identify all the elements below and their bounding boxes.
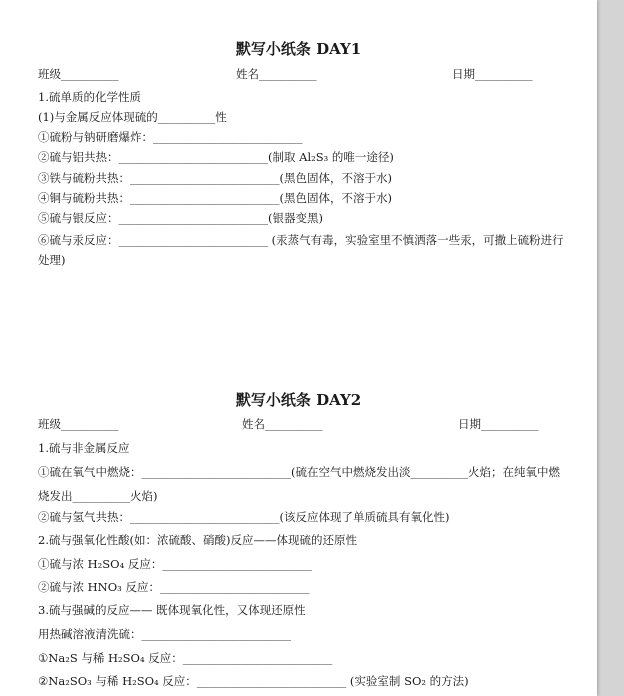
day2-line: ①Na₂S 与稀 H₂SO₄ 反应：__________________________ [38, 651, 333, 665]
day2-line: ②硫与浓 HNO₃ 反应：__________________________ [38, 580, 310, 594]
day2-title: 默写小纸条 DAY2 [235, 391, 362, 409]
day1-line: ②硫与铝共热：__________________________(制取 Al₂S₃ 的唯一途径) [38, 150, 394, 164]
day2-line: 3.硫与强碱的反应—— 既体现氧化性，又体现还原性 [38, 603, 306, 617]
day1-line: 1.硫单质的化学性质 [38, 90, 141, 104]
day1-line: ①硫粉与钠研磨爆炸：__________________________ [38, 130, 303, 144]
day2-line: 1.硫与非金属反应 [38, 441, 130, 455]
day2-line: ②Na₂SO₃ 与稀 H₂SO₄ 反应：__________________________ (实验室制 SO₂ 的方法) [38, 674, 469, 688]
day1-line: ⑤硫与银反应：__________________________(银器变黑) [38, 211, 323, 225]
day2-line: 用热碱溶液清洗硫：__________________________ [38, 627, 291, 641]
day1-line: (1)与金属反应体现硫的__________性 [38, 110, 227, 124]
day2-name-field: 姓名__________ [242, 417, 323, 431]
day1-date-field: 日期__________ [452, 67, 533, 81]
day1-name-field: 姓名__________ [236, 67, 317, 81]
day2-line: ①硫在氧气中燃烧：__________________________(硫在空气中燃烧发出淡__________火焰；在纯氧中燃烧发出__________火焰) [38, 465, 560, 503]
day1-class-field: 班级__________ [38, 67, 119, 81]
day2-line: 2.硫与强氧化性酸(如：浓硫酸、硝酸)反应——体现硫的还原性 [38, 533, 357, 547]
day2-class-field: 班级__________ [38, 417, 119, 431]
day2-line: ②硫与氢气共热：__________________________(该反应体现了单质硫具有氧化性) [38, 510, 450, 524]
day1-line: ④铜与硫粉共热：__________________________(黑色固体，不溶于水) [38, 191, 392, 205]
day1-title: 默写小纸条 DAY1 [235, 40, 362, 58]
day1-line: ③铁与硫粉共热：__________________________(黑色固体，不溶于水) [38, 171, 392, 185]
day1-line: ⑥硫与汞反应：__________________________ (汞蒸气有毒，实验室里不慎洒落一些汞，可撒上硫粉进行处理) [38, 233, 564, 267]
day2-line: ①硫与浓 H₂SO₄ 反应：__________________________ [38, 557, 312, 571]
day2-date-field: 日期__________ [458, 417, 539, 431]
